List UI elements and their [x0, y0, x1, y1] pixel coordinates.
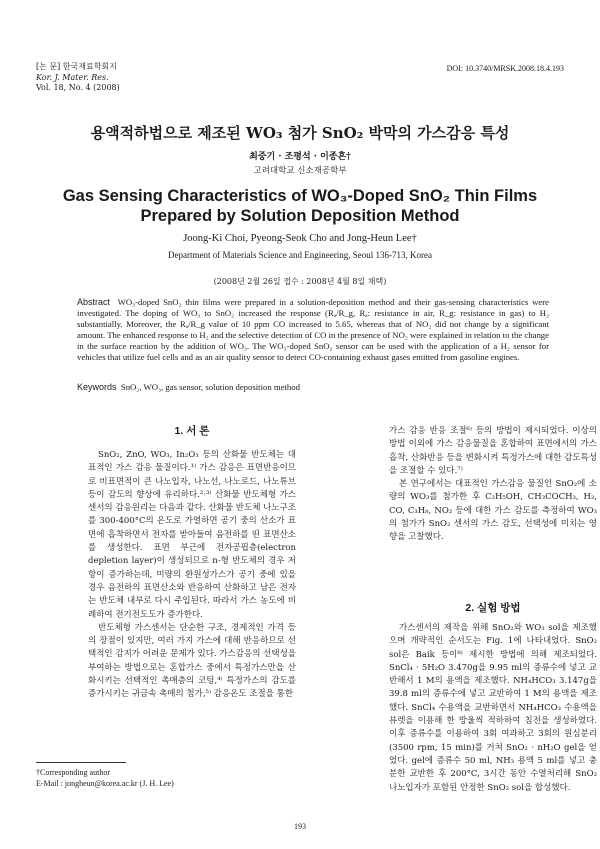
column-right	[389, 425, 597, 545]
journal-volume: Vol. 18, No. 4 (2008)	[36, 83, 120, 92]
page-number: 193	[294, 822, 306, 831]
abstract-text: WO₃-doped SnO₂ thin films were prepared in a solution-deposition method and their gas-sensing characteristics were investigated. The doping of WO₃ to SnO₂ increased the response (Rₐ/R_g, Rₐ: resistance in air, R_g: resistance in gas) to H₂ substantially. Moreover, the Rₐ/R_g value of 10 ppm CO increased to 5.65, whereas that of NO₂ did not change by a significant amount. The enhanced response to H₂ and the selective detection of CO in the presence of NO₂ were explained in relation to the change in the surface reaction by the addition of WO₃. The WO₃-doped SnO₂ sensor can be used with the application of a H₂ sensor for vehicles that utilize fuel cells and as an air quality sensor to detect CO-containing exhaust gases emitted from gasoline engines.	[77, 297, 550, 363]
paragraph: 반도체형 가스센서는 단순한 구조, 경제적인 가격 등의 장점이 있지만, 여러 가지 가스에 대해 반응하므로 선택적인 감지가 어려운 문제가 있다. 가스감응의 선택성을 부여하는 방법으로는 혼합가스 중에서 특정가스만을 산화시키는 선택적인 촉매층의 코팅,⁴⁾ 특정가스의 감도를 증가시키는 귀금속 촉매의 첨가,⁵⁾ 감응온도 조절을 통한	[88, 622, 296, 700]
authors-korean: 최중기 · 조평석 · 이종흔†	[249, 152, 351, 162]
abstract	[77, 297, 549, 364]
journal-name-ko: [논 문] 한국재료학회지	[36, 62, 117, 71]
section-heading-methods: 2. 실험 방법	[465, 602, 521, 614]
footnote	[36, 767, 174, 789]
author-email: E-Mail : jongheun@korea.ac.kr (J. H. Lee)	[36, 779, 174, 788]
corresponding-author: †Corresponding author	[36, 768, 110, 777]
keywords-text: SnO₂, WO₃, gas sensor, solution deposition method	[120, 382, 300, 392]
journal-header	[36, 62, 120, 94]
paragraph: 가스 감응 반응 조절⁶⁾ 등의 방법이 제시되었다. 이상의 방법 이외에 가스 감응물질을 혼합하여 표면에서의 가스 흡착, 산화반응 등을 변화시켜 특정가스에 대한 감도특성을 조절할 수 있다.⁷⁾	[389, 426, 597, 476]
journal-name-en: Kor. J. Mater. Res.	[36, 72, 109, 82]
received-dates: (2008년 2월 26일 접수 : 2008년 4월 8일 채택)	[213, 277, 387, 286]
paragraph: SnO₂, ZnO, WO₃, In₂O₃ 등의 산화물 반도체는 대표적인 가스 감응 물질이다.¹⁾ 가스 감응은 표면반응이므로 비표면적이 큰 나노입자, 나노선, 나노로드, 나노튜브 등이 감도의 향상에 유리하다.²·³⁾ 산화물 반도체형 가스센서의 감응원리는 다음과 같다. 산화물 반도체 나노구조를 300-400°C의 온도로 가열하면 공기 중의 산소가 표면에 흡착하면서 전자를 받아들여 음전하를 띤 표면산소를 생성한다. 표면 부근에 전자공핍층(electron depletion layer)이 생성되므로 n-형 반도체의 경우 저항이 증가하는데, 미량의 환원성가스가 공기 중에 있을 경우 음전하의 표면산소와 반응하여 산화하고 남은 전자는 반도체 내부로 다시 주입된다. 따라서 가스 농도에 비례하여 전기전도도가 증가한다.	[88, 450, 296, 620]
doi: DOI: 10.3740/MRSK.2008.18.4.193	[446, 64, 564, 73]
abstract-label: Abstract	[77, 297, 111, 307]
affiliation-english: Department of Materials Science and Engineering, Seoul 136-713, Korea	[168, 250, 432, 260]
column-left	[88, 449, 296, 702]
authors-english: Joong-Ki Choi, Pyeong-Seok Cho and Jong-Heun Lee†	[183, 233, 417, 244]
affiliation-korean: 고려대학교 신소재공학부	[253, 166, 347, 176]
section-heading-introduction: 1. 서 론	[174, 425, 210, 437]
keywords	[77, 382, 549, 392]
footnote-rule	[36, 762, 126, 763]
title-korean: 용액적하법으로 제조된 WO₃ 첨가 SnO₂ 박막의 가스감응 특성	[90, 124, 510, 142]
title-english: Gas Sensing Characteristics of WO₃-Doped SnO₂ Thin Films Prepared by Solution Deposition Method	[62, 187, 538, 225]
paragraph: 본 연구에서는 대표적인 가스감응 물질인 SnO₂에 소량의 WO₃를 첨가한 후 C₂H₅OH, CH₃COCH₃, H₂, CO, C₃H₈, NO₂ 등에 대한 가스 감도를 측정하여 WO₃의 첨가가 SnO₂ 센서의 가스 감도, 선택성에 미치는 영향을 고찰했다.	[389, 479, 597, 543]
column-right-methods	[389, 622, 597, 795]
keywords-label: Keywords	[77, 382, 117, 392]
paragraph: 가스센서의 제작을 위해 SnO₂와 WO₃ sol을 제조했으며 개략적인 순서도는 Fig. 1에 나타내었다. SnO₂ sol은 Baik 등이⁸⁾ 제시한 방법에 의해 제조되었다. SnCl₄ · 5H₂O 3.470g을 9.95 ml의 증류수에 넣고 교반해서 1 M의 용액을 제조했다. NH₄HCO₃ 3.147g을 39.8 ml의 증류수에 넣고 교반하여 1 M의 용액을 제조했다. SnCl₄ 수용액을 교반하면서 NH₄HCO₃ 수용액을 뷰렛을 이용해 한 방울씩 적하하여 침전을 생성하였다. 이후 증류수를 이용하여 3회 여과하고 3회의 원심분리(3500 rpm, 15 min)를 거쳐 SnO₂ · nH₂O gel을 얻었다. gel에 증류수 50 ml, NH₃ 용액 5 ml를 넣고 충분한 교반한 후 200°C, 3시간 동안 수열처리해 SnO₂ 나노입자가 포함된 안정한 SnO₂ sol을 합성했다.	[389, 623, 597, 793]
